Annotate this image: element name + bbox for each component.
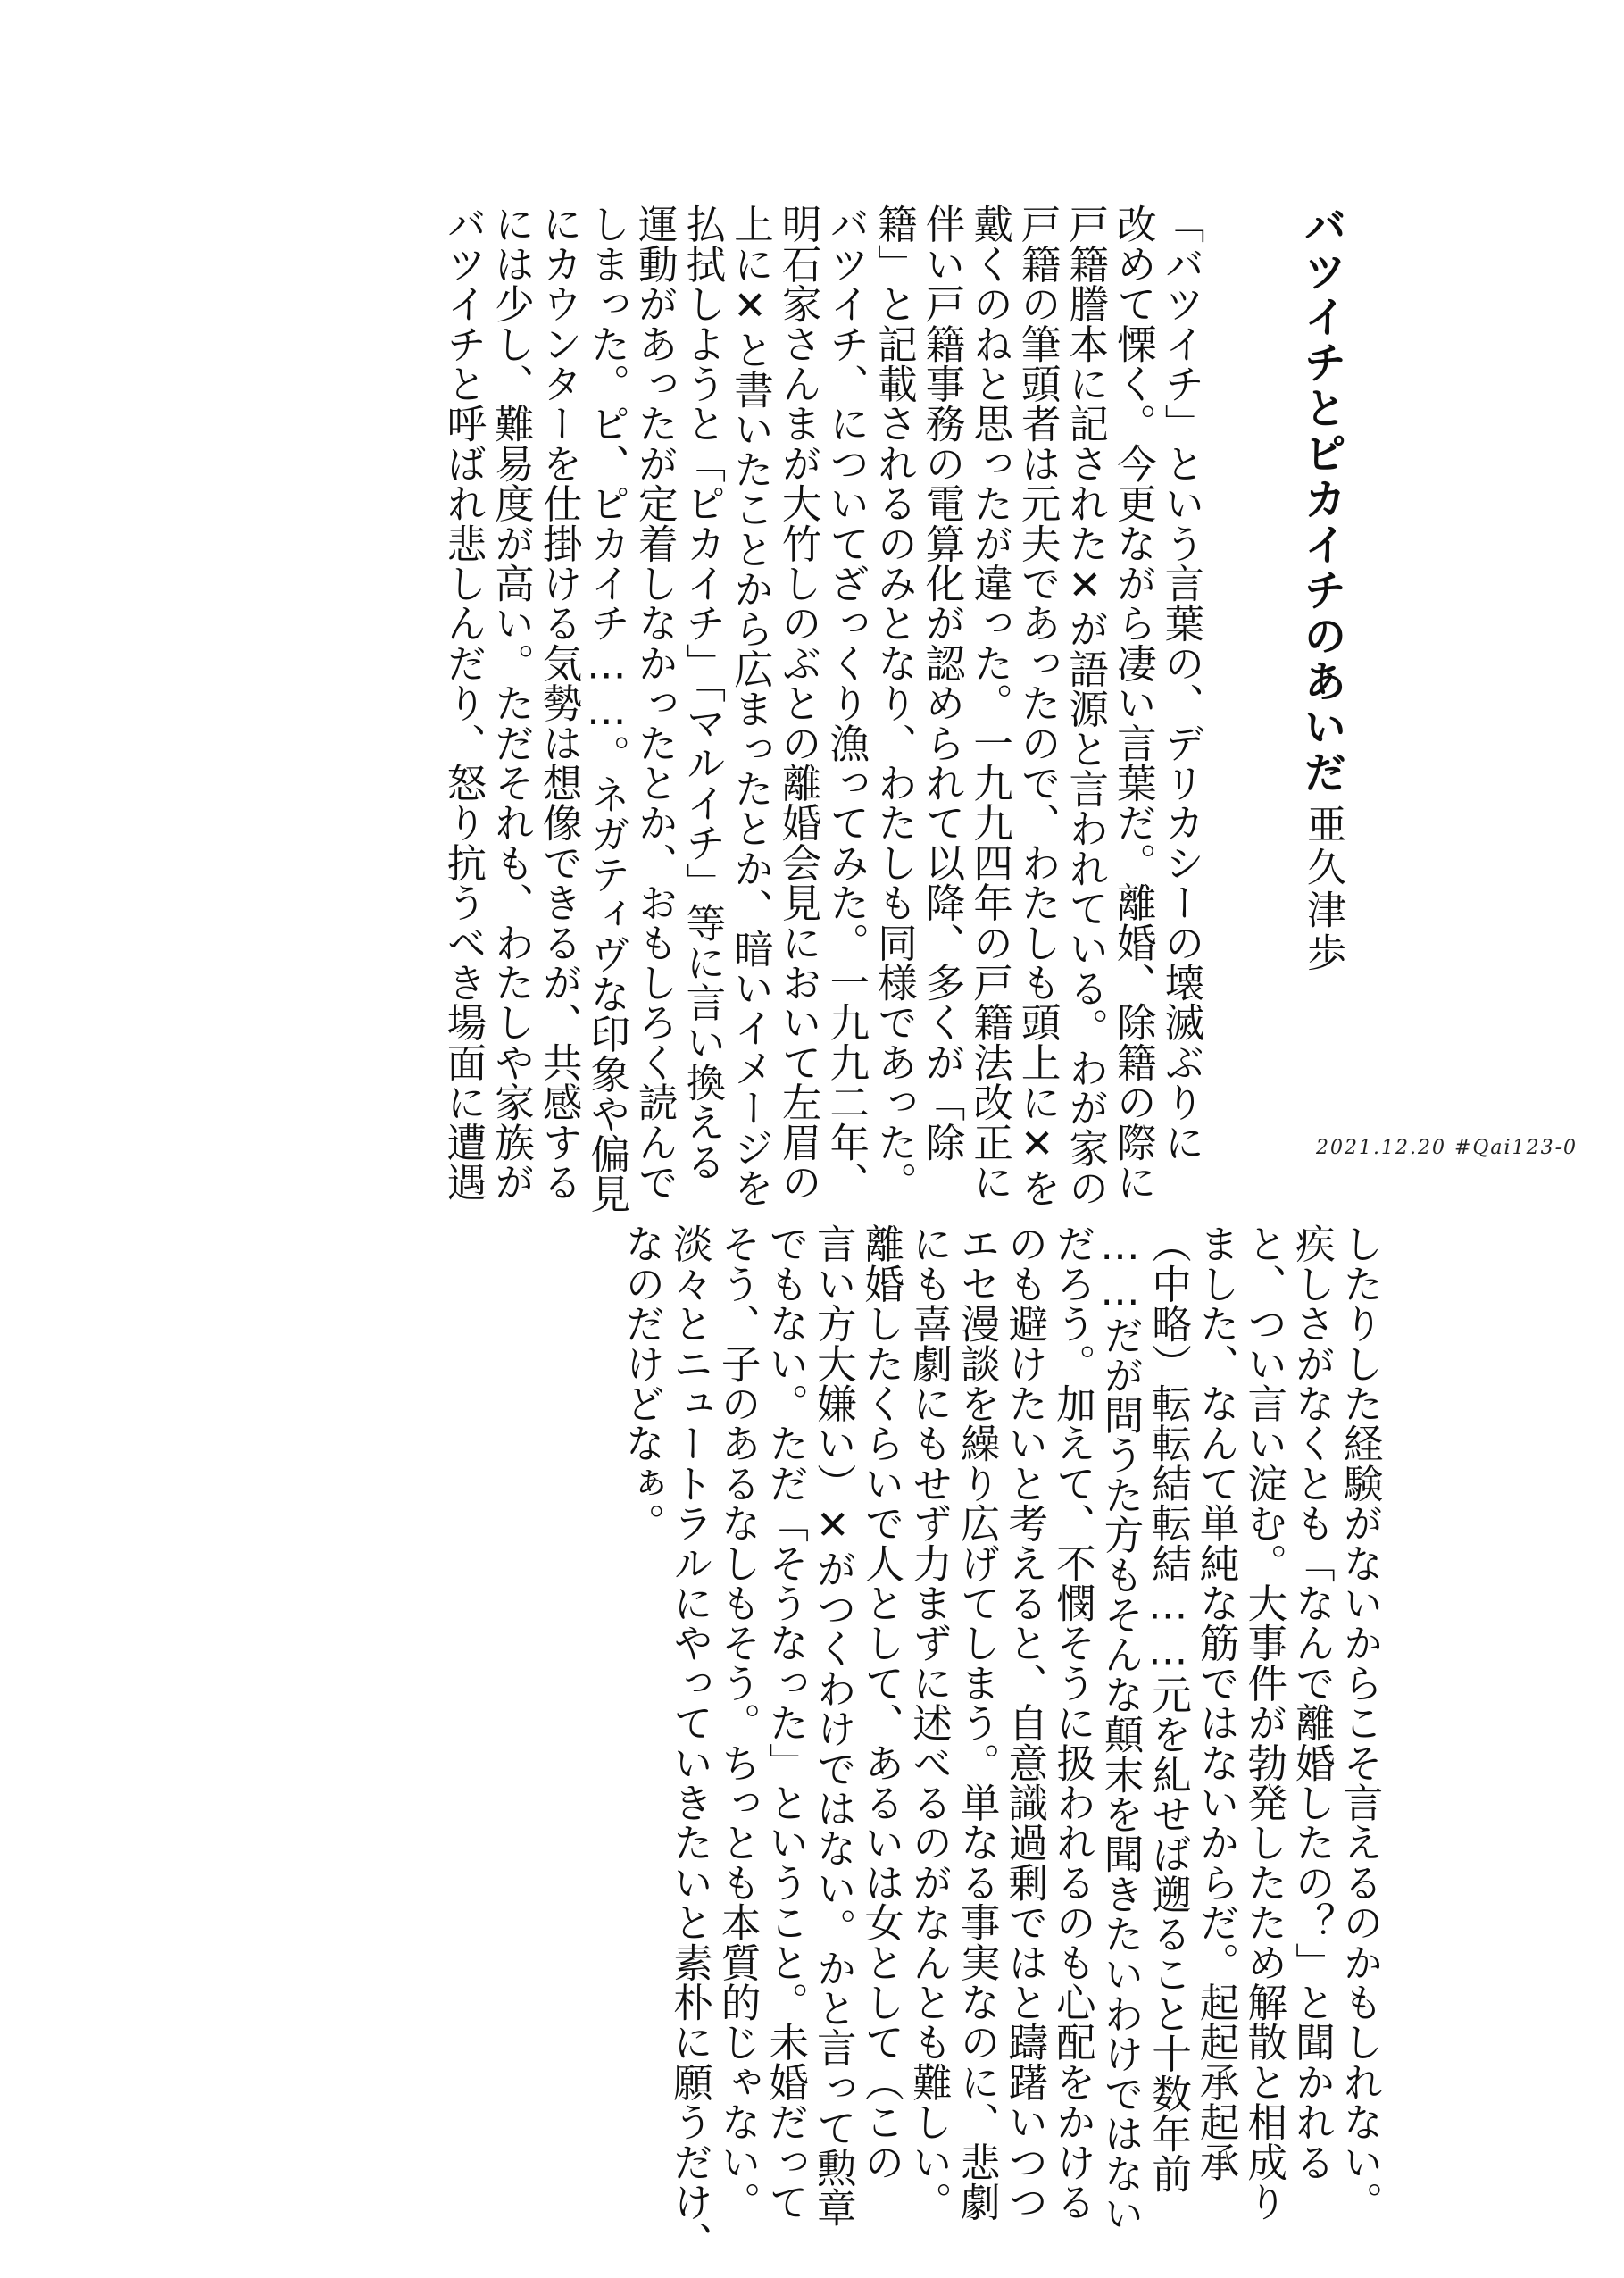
body-line: エセ漫談を繰り広げてしまう。単なる事実なのに、悲劇 <box>954 1223 1000 2222</box>
body-line: 戸籍謄本に記された✕が語源と言われている。わが家の <box>1062 204 1108 1207</box>
body-line: 明石家さんまが大竹しのぶとの離婚会見において左眉の <box>775 204 821 1202</box>
body-line: 籍」と記載されるのみとなり、わたしも同様であった。 <box>870 204 917 1202</box>
body-line: ……だが問うた方もそんな顛末を聞きたいわけではない <box>1096 1223 1143 2233</box>
body-line: （中略）転転結転結……元を糺せば遡ること十数年前 <box>1145 1223 1191 2193</box>
body-line: 払拭しようと「ピカイチ」「マルイチ」等に言い換える <box>679 204 725 1182</box>
body-line: 淡々とニュートラルにやっていきたいと素朴に願うだけ、 <box>666 1223 712 2262</box>
body-line: には少し、難易度が高い。ただそれも、わたしや家族が <box>487 204 534 1202</box>
body-line: 上に✕と書いたことから広まったとか、暗いイメージを <box>727 204 773 1207</box>
body-line: でもない。ただ「そうなった」ということ。未婚だって <box>762 1223 808 2222</box>
body-line: ました、なんて単純な筋ではないからだ。起起承起承 <box>1193 1223 1239 2182</box>
body-text-bottom <box>617 1223 1383 2262</box>
body-line: 改めて慄く。今更ながら凄い言葉だ。離婚、除籍の際に <box>1110 204 1156 1202</box>
body-line: バツイチ、についてざっくり漁ってみた。一九九二年、 <box>822 204 869 1202</box>
body-line: したりした経験がないからこそ言えるのかもしれない。 <box>1337 1223 1382 2222</box>
body-line: バツイチと呼ばれ悲しんだり、怒り抗うべき場面に遭遇 <box>439 204 486 1202</box>
body-line: しまった。ピ、ピカイチ……。ネガティヴな印象や偏見 <box>583 204 629 1214</box>
body-line: 言い方大嫌い）✕がつくわけではない。かと言って勲章 <box>810 1223 856 2227</box>
body-line: 離婚したくらいで人として、あるいは女として（この <box>857 1223 904 2182</box>
body-line: 伴い戸籍事務の電算化が認められて以降、多くが「除 <box>918 204 964 1162</box>
body-line: なのだけどなぁ。 <box>618 1223 664 1543</box>
body-line: そう、子のあるなしもそう。ちっとも本質的じゃない。 <box>714 1223 761 2222</box>
body-line: にカウンターを仕掛ける気勢は想像できるが、共感する <box>536 204 582 1202</box>
body-line: 戴くのねと思ったが違った。一九九四年の戸籍法改正に <box>966 204 1012 1202</box>
article-title: バツイチとピカイチのあいだ <box>1296 204 1346 796</box>
body-line: 運動があったが定着しなかったとか、おもしろく読んで <box>631 204 678 1202</box>
body-line: にも喜劇にもせず力まずに述べるのがなんとも難しい。 <box>905 1223 952 2222</box>
body-line: 戸籍の筆頭者は元夫であったので、わたしも頭上に✕を <box>1014 204 1061 1207</box>
date-tag-note: 2021.12.20 #Qai123-0 <box>1316 1137 1578 1159</box>
body-line: と、つい言い淀む。大事件が勃発したため解散と相成り <box>1240 1223 1287 2222</box>
body-line: 疾しさがなくとも「なんで離婚したの？」と聞かれる <box>1288 1223 1335 2182</box>
author-name: 亜久津歩 <box>1300 804 1345 975</box>
body-line: だろう。加えて、不憫そうに扱われるのも心配をかける <box>1049 1223 1095 2222</box>
body-line: のも避けたいと考えると、自意識過剰ではと躊躇いつつ <box>1001 1223 1047 2222</box>
body-line: 「バツイチ」という言葉の、デリカシーの壊滅ぶりに <box>1158 204 1203 1162</box>
body-text-top <box>438 204 1204 1214</box>
